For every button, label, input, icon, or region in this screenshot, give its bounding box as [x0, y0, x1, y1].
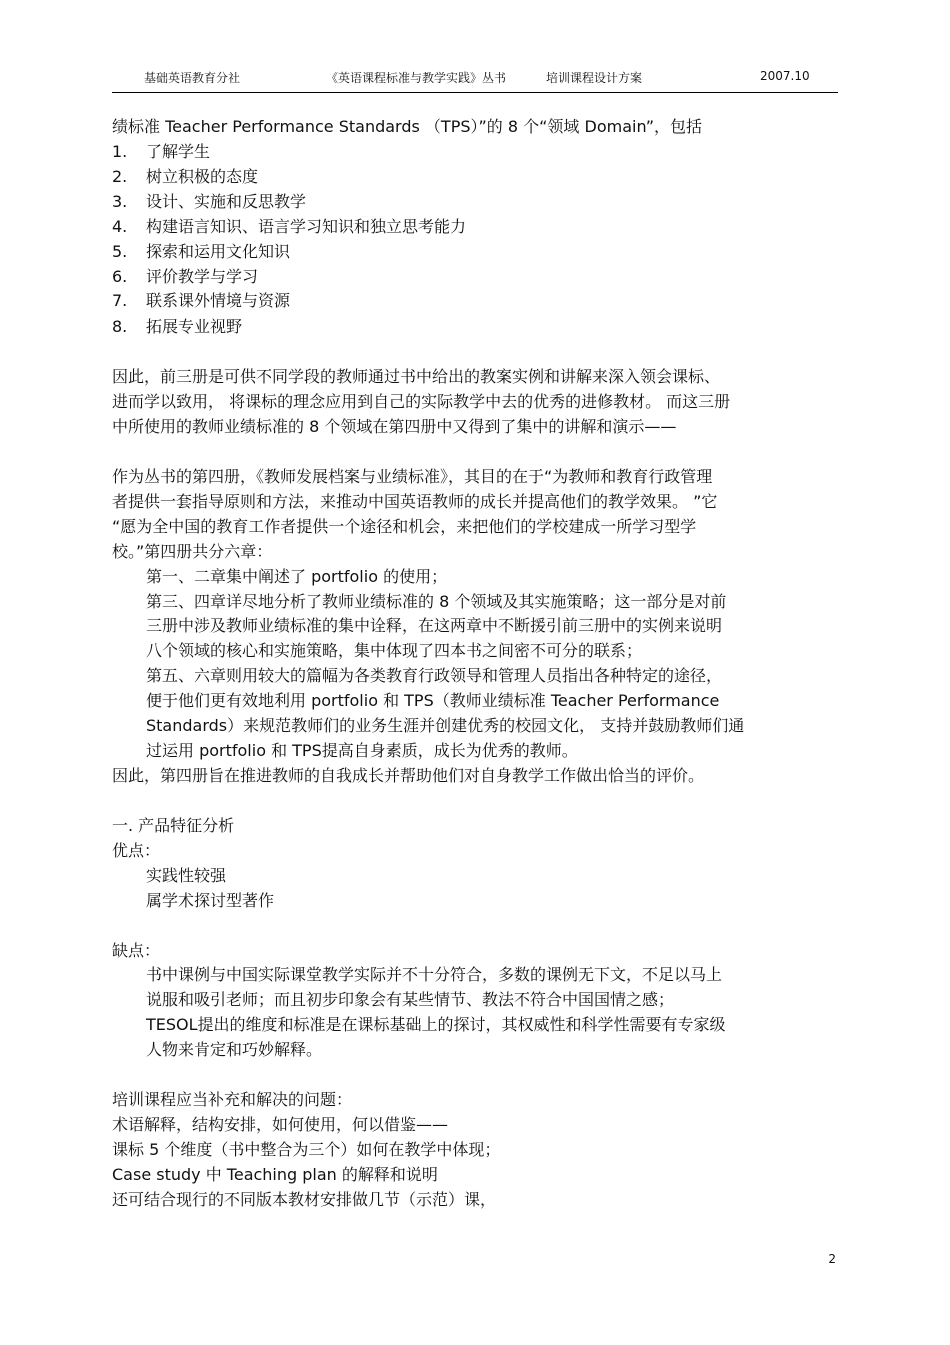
- domain-item: 4. 构建语言知识、语言学习知识和独立思考能力: [112, 217, 467, 236]
- chapter-line: 第三、四章详尽地分析了教师业绩标准的 8 个领域及其实施策略；这一部分是对前: [146, 592, 727, 611]
- paragraph-line: 作为丛书的第四册，《教师发展档案与业绩标准》，其目的在于“为教师和教育行政管理: [112, 467, 713, 486]
- paragraph-line: 因此，前三册是可供不同学段的教师通过书中给出的教案实例和讲解来深入领会课标、: [112, 367, 721, 386]
- paragraph-line: 校。”第四册共分六章：: [112, 542, 273, 561]
- summary-line: 因此，第四册旨在推进教师的自我成长并帮助他们对自身教学工作做出恰当的评价。: [112, 766, 705, 785]
- cons-line: 说服和吸引老师；而且初步印象会有某些情节、教法不符合中国国情之感；: [146, 990, 675, 1009]
- pros-label: 优点：: [112, 841, 161, 860]
- domain-item: 6. 评价教学与学习: [112, 267, 259, 286]
- domain-item: 1. 了解学生: [112, 142, 211, 161]
- chapter-line: 第一、二章集中阐述了 portfolio 的使用；: [146, 567, 448, 586]
- chapter-line: 三册中涉及教师业绩标准的集中诠释，在这两章中不断援引前三册中的实例来说明: [146, 616, 723, 635]
- domain-item: 3. 设计、实施和反思教学: [112, 192, 307, 211]
- page-header: [112, 66, 838, 93]
- page-number: 2: [828, 1252, 836, 1266]
- domain-item: 5. 探索和运用文化知识: [112, 242, 291, 261]
- intro-line: 绩标准 Teacher Performance Standards （TPS）”的 8 个“领域 Domain”，包括: [112, 117, 703, 136]
- issues-line: 术语解释，结构安排，如何使用，何以借鉴——: [112, 1115, 449, 1134]
- pros-item: 实践性较强: [146, 866, 227, 885]
- cons-line: TESOL提出的维度和标准是在课标基础上的探讨，其权威性和科学性需要有专家级: [146, 1015, 726, 1034]
- section-title: 一. 产品特征分析: [112, 816, 235, 835]
- header-org: 基础英语教育分社: [144, 71, 241, 85]
- chapter-line: 便于他们更有效地利用 portfolio 和 TPS（教师业绩标准 Teacher Performance: [146, 691, 720, 710]
- chapter-line: 过运用 portfolio 和 TPS提高自身素质，成长为优秀的教师。: [146, 741, 578, 760]
- cons-line: 人物来肯定和巧妙解释。: [146, 1040, 323, 1059]
- cons-line: 书中课例与中国实际课堂教学实际并不十分符合，多数的课例无下文，不足以马上: [146, 965, 723, 984]
- header-date: 2007.10: [760, 69, 810, 83]
- cons-label: 缺点：: [112, 941, 161, 960]
- paragraph-line: 进而学以致用， 将课标的理念应用到自己的实际教学中去的优秀的进修教材。 而这三册: [112, 392, 731, 411]
- paragraph-line: 中所使用的教师业绩标准的 8 个领域在第四册中又得到了集中的讲解和演示——: [112, 417, 677, 436]
- chapter-line: 第五、六章则用较大的篇幅为各类教育行政领导和管理人员指出各种特定的途径，: [146, 666, 723, 685]
- domain-item: 8. 拓展专业视野: [112, 317, 243, 336]
- issues-title: 培训课程应当补充和解决的问题：: [112, 1090, 353, 1109]
- header-doc-title: 培训课程设计方案: [546, 71, 643, 85]
- header-series: 《英语课程标准与教学实践》丛书: [326, 71, 507, 85]
- pros-item: 属学术探讨型著作: [146, 891, 275, 910]
- domain-item: 7. 联系课外情境与资源: [112, 291, 291, 310]
- issues-line: 课标 5 个维度（书中整合为三个）如何在教学中体现；: [112, 1140, 501, 1159]
- paragraph-line: 者提供一套指导原则和方法，来推动中国英语教师的成长并提高他们的教学效果。 ”它: [112, 492, 718, 511]
- domain-item: 2. 树立积极的态度: [112, 167, 259, 186]
- issues-line: 还可结合现行的不同版本教材安排做几节（示范）课，: [112, 1190, 497, 1209]
- chapter-line: Standards）来规范教师们的业务生涯并创建优秀的校园文化， 支持并鼓励教师们通: [146, 716, 745, 735]
- chapter-line: 八个领域的核心和实施策略，集中体现了四本书之间密不可分的联系；: [146, 641, 643, 660]
- issues-line: Case study 中 Teaching plan 的解释和说明: [112, 1165, 438, 1184]
- paragraph-line: “愿为全中国的教育工作者提供一个途径和机会，来把他们的学校建成一所学习型学: [112, 517, 697, 536]
